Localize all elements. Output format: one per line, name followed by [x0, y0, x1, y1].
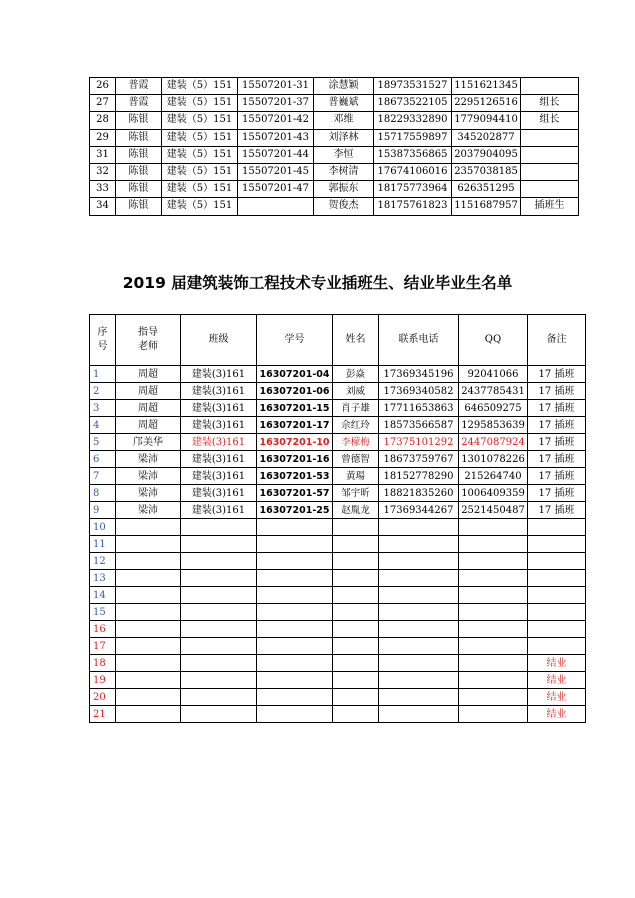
remark-cell [528, 604, 586, 621]
table-cell: 建装（5）151 [162, 95, 238, 112]
student-name-cell [333, 655, 379, 672]
student-id-cell [257, 672, 333, 689]
student-id-cell [257, 621, 333, 638]
student-name-cell: 肖子雄 [333, 400, 379, 417]
phone-cell [379, 570, 459, 587]
table-cell: 刘泽林 [314, 129, 374, 146]
phone-cell: 18573566587 [379, 417, 459, 434]
student-name-cell: 邹宇昕 [333, 485, 379, 502]
table-cell: 34 [90, 198, 116, 215]
table-cell: 郭振东 [314, 181, 374, 198]
table-cell: 26 [90, 78, 116, 95]
phone-cell [379, 621, 459, 638]
teacher-cell: 梁沛 [116, 502, 181, 519]
student-id-cell: 16307201-10 [257, 434, 333, 451]
qq-cell [459, 689, 528, 706]
table-cell: 邓维 [314, 112, 374, 129]
student-name-cell [333, 672, 379, 689]
student-name-cell: 黄瑒 [333, 468, 379, 485]
qq-cell [459, 672, 528, 689]
qq-cell: 2521450487 [459, 502, 528, 519]
student-name-cell: 赵胤龙 [333, 502, 379, 519]
table-cell: 15507201-37 [238, 95, 314, 112]
class-cell [181, 655, 257, 672]
header-seq: 序 号 [90, 315, 116, 366]
row-index: 10 [90, 519, 116, 536]
remark-cell: 17 插班 [528, 400, 586, 417]
phone-cell [379, 587, 459, 604]
student-name-cell: 佘红玲 [333, 417, 379, 434]
table-cell: 普霞 [116, 95, 162, 112]
table-cell: 涂慧颖 [314, 78, 374, 95]
student-name-cell [333, 553, 379, 570]
table-cell: 建装（5）151 [162, 112, 238, 129]
table-row [90, 638, 586, 655]
phone-cell [379, 638, 459, 655]
phone-cell: 17369344267 [379, 502, 459, 519]
table-cell: 陈银 [116, 146, 162, 163]
table-cell: 李恒 [314, 146, 374, 163]
student-name-cell: 曾德智 [333, 451, 379, 468]
qq-cell [459, 519, 528, 536]
table-cell: 2357038185 [452, 163, 521, 180]
teacher-cell: 梁沛 [116, 485, 181, 502]
table-row [90, 485, 586, 502]
table-row [90, 163, 579, 180]
qq-cell: 1301078226 [459, 451, 528, 468]
table-row [90, 519, 586, 536]
student-name-cell [333, 638, 379, 655]
teacher-cell: 梁沛 [116, 451, 181, 468]
qq-cell [459, 621, 528, 638]
qq-cell [459, 706, 528, 723]
phone-cell [379, 553, 459, 570]
header-teacher: 指导 老师 [116, 315, 181, 366]
remark-cell: 17 插班 [528, 383, 586, 400]
table-row [90, 604, 586, 621]
student-id-cell [257, 604, 333, 621]
table-cell: 27 [90, 95, 116, 112]
student-id-cell: 16307201-53 [257, 468, 333, 485]
class-cell [181, 587, 257, 604]
phone-cell [379, 536, 459, 553]
table-cell: 建装（5）151 [162, 163, 238, 180]
student-id-cell [257, 519, 333, 536]
teacher-cell [116, 706, 181, 723]
qq-cell [459, 638, 528, 655]
student-id-cell [257, 536, 333, 553]
row-index: 5 [90, 434, 116, 451]
table-cell: 18673522105 [374, 95, 452, 112]
class-cell [181, 621, 257, 638]
header-student-id: 学号 [257, 315, 333, 366]
table-row [90, 198, 579, 215]
table-row [90, 383, 586, 400]
table-row [90, 366, 586, 383]
phone-cell [379, 655, 459, 672]
remark-cell: 结业 [528, 706, 586, 723]
class-cell: 建装(3)161 [181, 366, 257, 383]
remark-cell [528, 587, 586, 604]
table-row [90, 468, 586, 485]
row-index: 9 [90, 502, 116, 519]
header-class: 班级 [181, 315, 257, 366]
table-cell: 1779094410 [452, 112, 521, 129]
table-cell: 15717559897 [374, 129, 452, 146]
table-cell [521, 129, 579, 146]
table-cell: 建装（5）151 [162, 78, 238, 95]
teacher-cell [116, 536, 181, 553]
student-id-cell [257, 587, 333, 604]
student-id-cell [257, 553, 333, 570]
class-cell: 建装(3)161 [181, 400, 257, 417]
qq-cell: 646509275 [459, 400, 528, 417]
phone-cell [379, 689, 459, 706]
teacher-cell: 周超 [116, 400, 181, 417]
table-cell: 陈银 [116, 163, 162, 180]
phone-cell [379, 672, 459, 689]
row-index: 6 [90, 451, 116, 468]
table-row [90, 706, 586, 723]
table-row [90, 587, 586, 604]
class-cell: 建装(3)161 [181, 417, 257, 434]
teacher-cell [116, 621, 181, 638]
table-row [90, 146, 579, 163]
remark-cell: 17 插班 [528, 417, 586, 434]
teacher-cell [116, 672, 181, 689]
teacher-cell [116, 570, 181, 587]
bottom-table-body [90, 366, 586, 723]
table-cell: 建装（5）151 [162, 181, 238, 198]
class-cell: 建装(3)161 [181, 502, 257, 519]
qq-cell: 1006409359 [459, 485, 528, 502]
student-id-cell: 16307201-04 [257, 366, 333, 383]
table-row [90, 553, 586, 570]
table-cell [521, 181, 579, 198]
row-index: 21 [90, 706, 116, 723]
header-remark: 备注 [528, 315, 586, 366]
student-id-cell: 16307201-25 [257, 502, 333, 519]
remark-cell: 17 插班 [528, 485, 586, 502]
table-row [90, 655, 586, 672]
class-cell [181, 638, 257, 655]
student-name-cell [333, 587, 379, 604]
phone-cell [379, 519, 459, 536]
teacher-cell: 邝美华 [116, 434, 181, 451]
class-cell [181, 519, 257, 536]
table-cell: 15507201-44 [238, 146, 314, 163]
table-cell [521, 163, 579, 180]
qq-cell [459, 587, 528, 604]
table-cell: 15507201-31 [238, 78, 314, 95]
remark-cell: 17 插班 [528, 468, 586, 485]
remark-cell [528, 519, 586, 536]
remark-cell: 17 插班 [528, 451, 586, 468]
table-cell [521, 146, 579, 163]
row-index: 7 [90, 468, 116, 485]
remark-cell: 17 插班 [528, 502, 586, 519]
table-cell: 组长 [521, 95, 579, 112]
class-cell [181, 689, 257, 706]
table-row [90, 672, 586, 689]
qq-cell [459, 553, 528, 570]
teacher-cell: 周超 [116, 383, 181, 400]
row-index: 13 [90, 570, 116, 587]
table-row [90, 621, 586, 638]
class-cell: 建装(3)161 [181, 468, 257, 485]
qq-cell: 2437785431 [459, 383, 528, 400]
teacher-cell [116, 587, 181, 604]
remark-cell: 结业 [528, 655, 586, 672]
student-name-cell [333, 604, 379, 621]
table-cell: 普巍斌 [314, 95, 374, 112]
row-index: 12 [90, 553, 116, 570]
table-cell: 陈银 [116, 112, 162, 129]
table-row [90, 502, 586, 519]
table-cell: 17674106016 [374, 163, 452, 180]
student-id-cell [257, 689, 333, 706]
teacher-cell: 周超 [116, 366, 181, 383]
table-cell: 18175773964 [374, 181, 452, 198]
student-name-cell [333, 570, 379, 587]
student-id-cell [257, 638, 333, 655]
remark-cell: 17 插班 [528, 366, 586, 383]
class-cell [181, 553, 257, 570]
table-cell: 组长 [521, 112, 579, 129]
table-row [90, 112, 579, 129]
teacher-cell [116, 553, 181, 570]
student-id-cell: 16307201-06 [257, 383, 333, 400]
table-row [90, 129, 579, 146]
phone-cell: 17711653863 [379, 400, 459, 417]
class-cell [181, 536, 257, 553]
table-cell: 建装（5）151 [162, 129, 238, 146]
class-cell: 建装(3)161 [181, 383, 257, 400]
student-name-cell [333, 536, 379, 553]
qq-cell [459, 570, 528, 587]
table-cell: 陈银 [116, 129, 162, 146]
table-cell: 18229332890 [374, 112, 452, 129]
table-cell: 15507201-45 [238, 163, 314, 180]
teacher-cell: 梁沛 [116, 468, 181, 485]
student-id-cell: 16307201-15 [257, 400, 333, 417]
table-row [90, 536, 586, 553]
table-cell: 普霞 [116, 78, 162, 95]
qq-cell [459, 604, 528, 621]
phone-cell: 18821835260 [379, 485, 459, 502]
row-index: 4 [90, 417, 116, 434]
document-title: 2019 届建筑装饰工程技术专业插班生、结业毕业生名单 [122, 274, 513, 292]
phone-cell: 17369345196 [379, 366, 459, 383]
table-cell: 15507201-42 [238, 112, 314, 129]
table-cell: 15387356865 [374, 146, 452, 163]
class-cell: 建装(3)161 [181, 434, 257, 451]
table-cell: 28 [90, 112, 116, 129]
row-index: 17 [90, 638, 116, 655]
student-name-cell [333, 621, 379, 638]
student-id-cell: 16307201-17 [257, 417, 333, 434]
remark-cell [528, 638, 586, 655]
row-index: 1 [90, 366, 116, 383]
table-cell: 15507201-43 [238, 129, 314, 146]
table-cell: 31 [90, 146, 116, 163]
table-row [90, 95, 579, 112]
table-cell: 建装（5）151 [162, 198, 238, 215]
class-cell: 建装(3)161 [181, 451, 257, 468]
table-row [90, 78, 579, 95]
student-name-cell: 刘威 [333, 383, 379, 400]
qq-cell: 92041066 [459, 366, 528, 383]
row-index: 2 [90, 383, 116, 400]
table-cell: 18973531527 [374, 78, 452, 95]
table-cell [521, 78, 579, 95]
header-phone: 联系电话 [379, 315, 459, 366]
row-index: 14 [90, 587, 116, 604]
qq-cell: 1295853639 [459, 417, 528, 434]
remark-cell [528, 553, 586, 570]
student-name-cell [333, 519, 379, 536]
table-cell: 18175761823 [374, 198, 452, 215]
table-row [90, 434, 586, 451]
remark-cell: 17 插班 [528, 434, 586, 451]
header-name: 姓名 [333, 315, 379, 366]
row-index: 8 [90, 485, 116, 502]
student-name-cell [333, 706, 379, 723]
table-row [90, 181, 579, 198]
row-index: 15 [90, 604, 116, 621]
phone-cell: 17375101292 [379, 434, 459, 451]
row-index: 16 [90, 621, 116, 638]
qq-cell [459, 655, 528, 672]
class-cell [181, 706, 257, 723]
teacher-cell [116, 638, 181, 655]
row-index: 3 [90, 400, 116, 417]
table-cell: 陈银 [116, 198, 162, 215]
row-index: 18 [90, 655, 116, 672]
table-row [90, 689, 586, 706]
phone-cell: 17369340582 [379, 383, 459, 400]
top-table-body [90, 78, 579, 216]
table-row [90, 417, 586, 434]
teacher-cell [116, 604, 181, 621]
row-index: 19 [90, 672, 116, 689]
top-student-table [89, 77, 579, 216]
header-row [90, 315, 586, 366]
table-cell: 贺俊杰 [314, 198, 374, 215]
table-cell: 29 [90, 129, 116, 146]
student-id-cell: 16307201-16 [257, 451, 333, 468]
table-cell: 李树清 [314, 163, 374, 180]
teacher-cell [116, 655, 181, 672]
class-cell: 建装(3)161 [181, 485, 257, 502]
teacher-cell [116, 689, 181, 706]
phone-cell: 18152778290 [379, 468, 459, 485]
phone-cell [379, 604, 459, 621]
phone-cell: 18673759767 [379, 451, 459, 468]
student-id-cell [257, 706, 333, 723]
student-id-cell [257, 655, 333, 672]
table-cell: 345202877 [452, 129, 521, 146]
table-cell: 32 [90, 163, 116, 180]
header-qq: QQ [459, 315, 528, 366]
table-cell: 2037904095 [452, 146, 521, 163]
table-cell: 2295126516 [452, 95, 521, 112]
teacher-cell [116, 519, 181, 536]
table-cell: 陈银 [116, 181, 162, 198]
class-cell [181, 570, 257, 587]
table-row [90, 451, 586, 468]
table-cell: 建装（5）151 [162, 146, 238, 163]
table-cell: 1151687957 [452, 198, 521, 215]
remark-cell [528, 536, 586, 553]
bottom-student-table [89, 314, 586, 723]
class-cell [181, 672, 257, 689]
student-id-cell [257, 570, 333, 587]
table-row [90, 400, 586, 417]
table-row [90, 570, 586, 587]
remark-cell: 结业 [528, 672, 586, 689]
phone-cell [379, 706, 459, 723]
student-id-cell: 16307201-57 [257, 485, 333, 502]
student-name-cell [333, 689, 379, 706]
remark-cell [528, 570, 586, 587]
table-cell: 1151621345 [452, 78, 521, 95]
qq-cell [459, 536, 528, 553]
remark-cell [528, 621, 586, 638]
row-index: 11 [90, 536, 116, 553]
remark-cell: 结业 [528, 689, 586, 706]
teacher-cell: 周超 [116, 417, 181, 434]
table-cell: 15507201-47 [238, 181, 314, 198]
table-cell [238, 198, 314, 215]
class-cell [181, 604, 257, 621]
table-cell: 33 [90, 181, 116, 198]
qq-cell: 2447087924 [459, 434, 528, 451]
qq-cell: 215264740 [459, 468, 528, 485]
row-index: 20 [90, 689, 116, 706]
table-cell: 626351295 [452, 181, 521, 198]
table-cell: 插班生 [521, 198, 579, 215]
student-name-cell: 彭焱 [333, 366, 379, 383]
student-name-cell: 李檬梅 [333, 434, 379, 451]
